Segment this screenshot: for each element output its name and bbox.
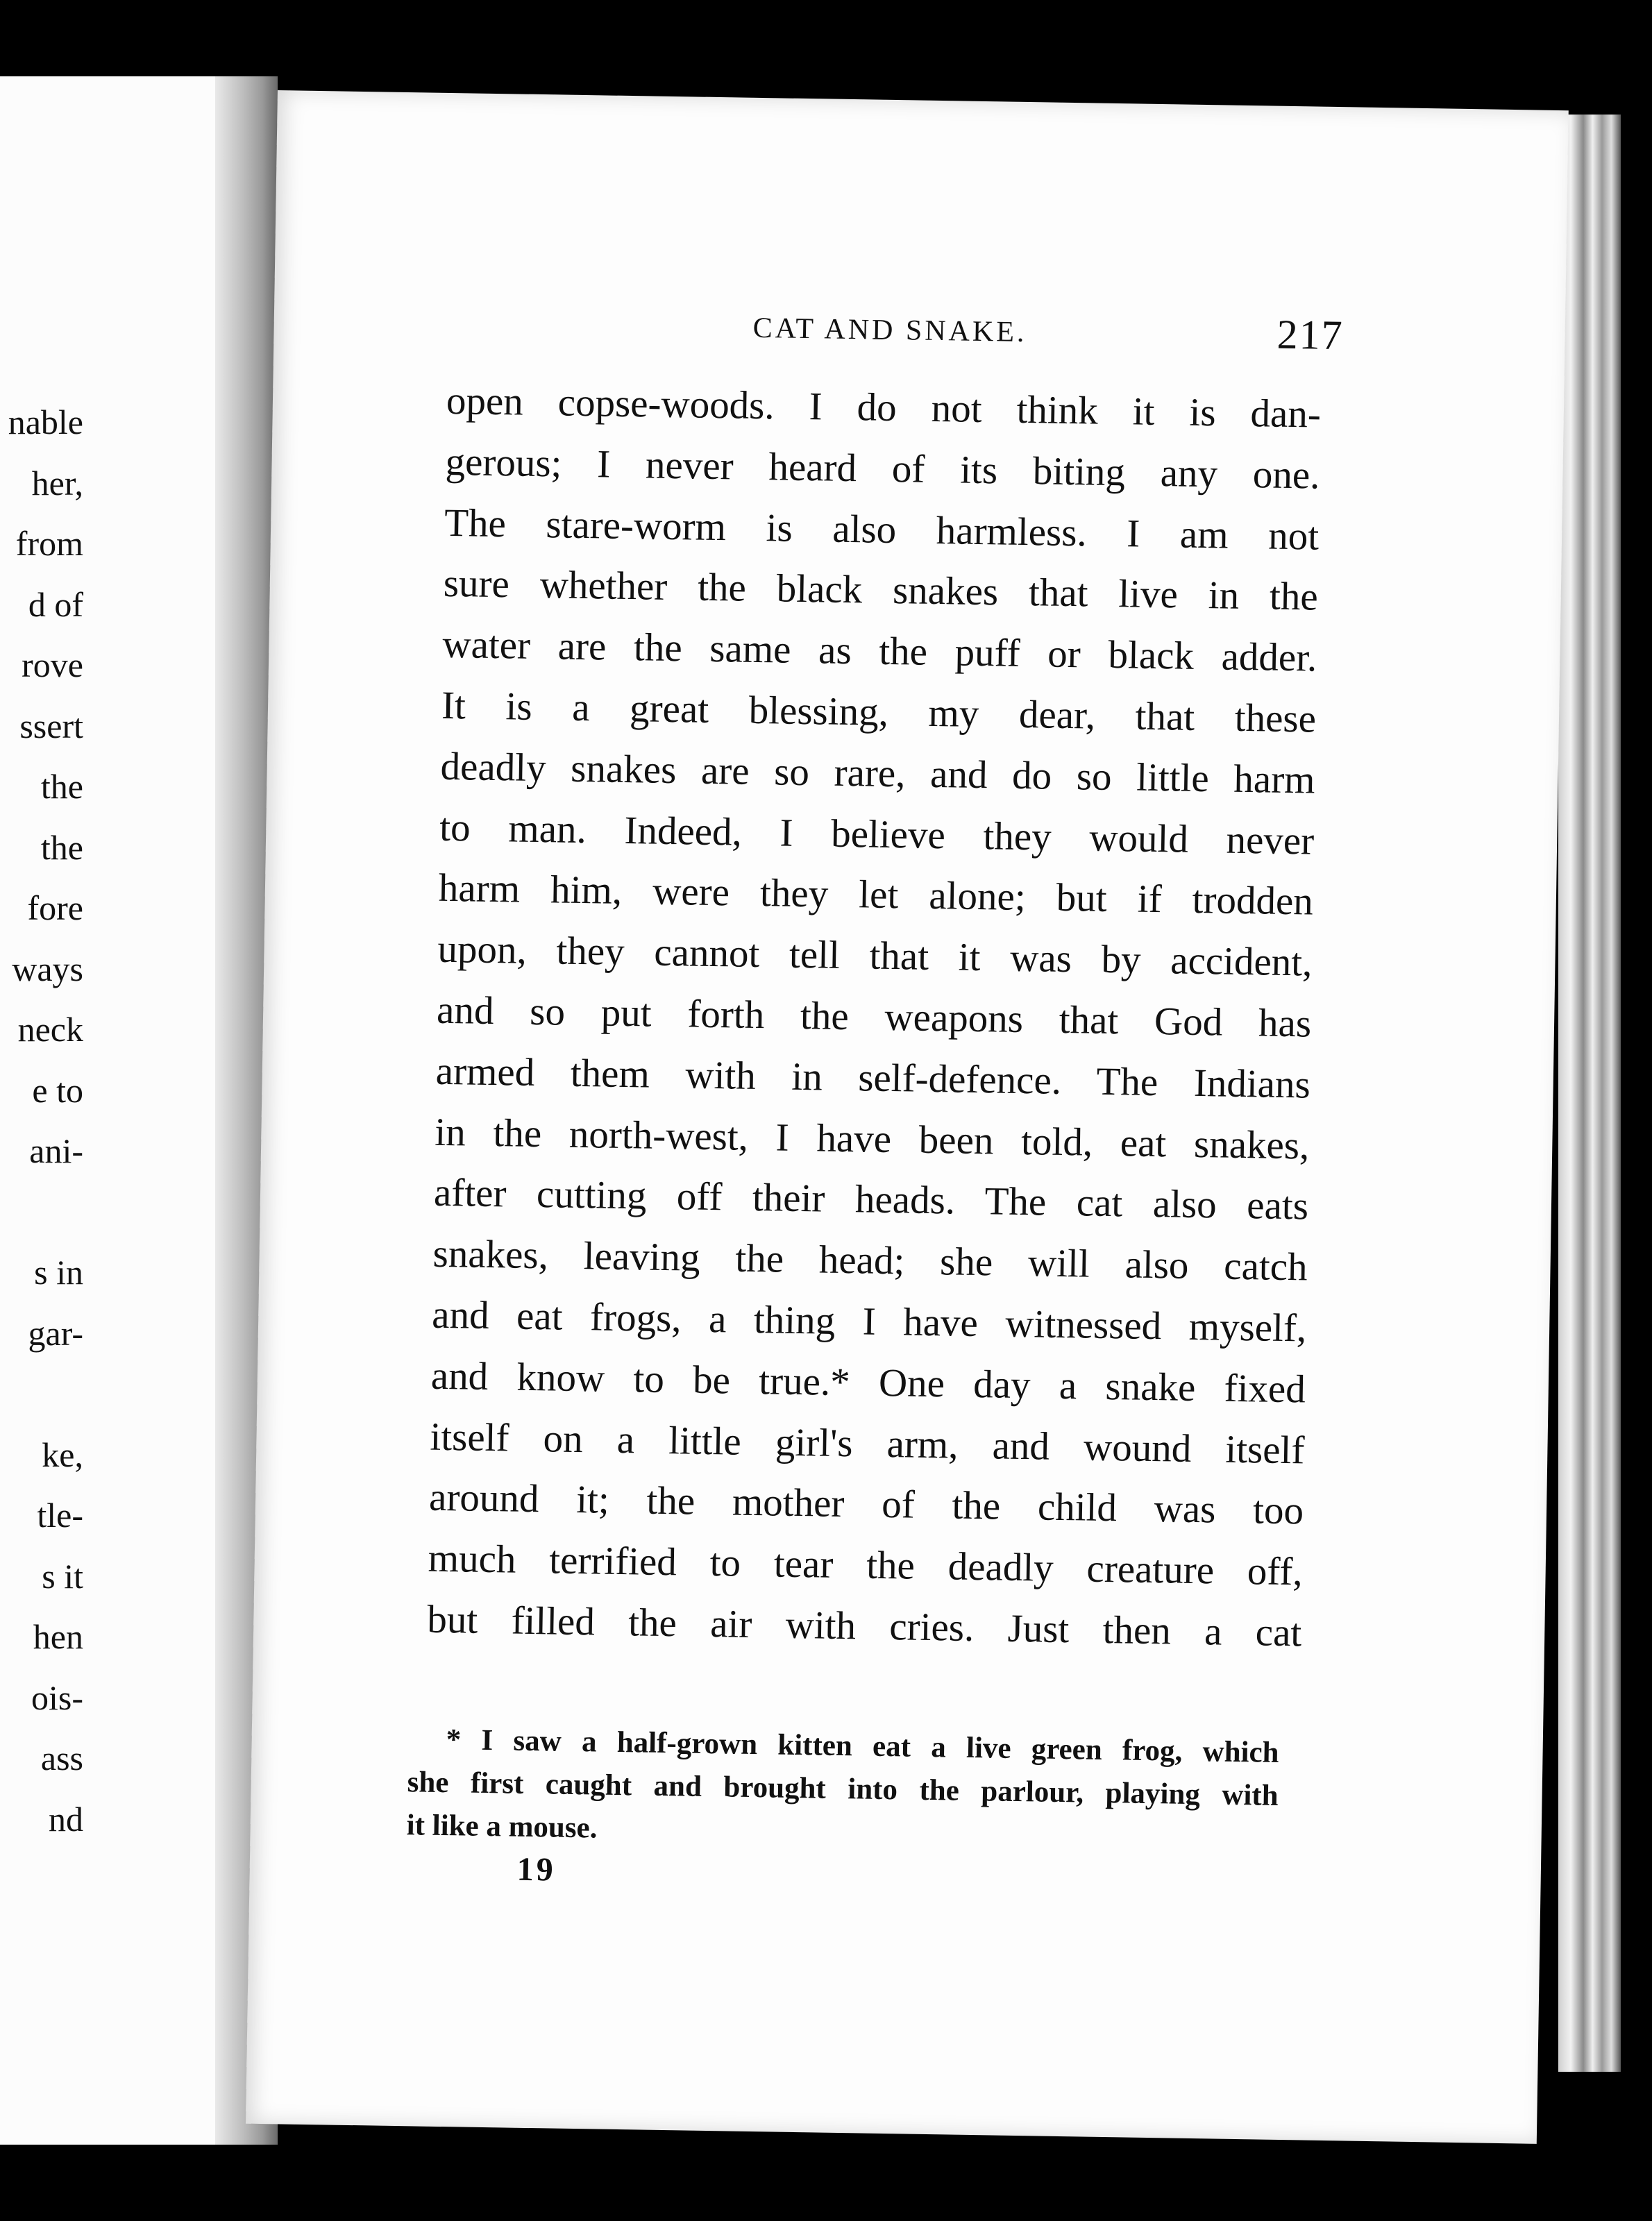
left-page-fragment: fore <box>27 888 83 927</box>
text-line: and eat frogs, a thing I have witnessed myself, <box>431 1292 1307 1351</box>
footnote-line: * I saw a half-grown kitten eat a live green frog, which <box>446 1723 1279 1769</box>
running-head: CAT AND SNAKE. <box>752 312 1027 348</box>
left-page-fragment: hen <box>33 1617 83 1656</box>
left-page-fragment: ass <box>40 1739 83 1777</box>
left-page-text-fragments <box>8 392 83 1850</box>
text-line: gerous; I never heard of its biting any one. <box>445 439 1320 498</box>
left-page-fragment: ssert <box>19 706 83 745</box>
text-line: and so put forth the weapons that God has <box>436 988 1312 1046</box>
text-line: in the north-west, I have been told, eat snakes, <box>434 1110 1310 1168</box>
left-page-fragment: e to <box>32 1070 83 1110</box>
left-page-fragment: s in <box>34 1253 83 1292</box>
left-page-fragment: gar- <box>28 1313 83 1353</box>
text-line: to man. Indeed, I believe they would never <box>439 805 1315 863</box>
signature-mark: 19 <box>516 1850 557 1889</box>
text-line: armed them with in self-defence. The Indians <box>435 1049 1311 1107</box>
left-page-fragment: from <box>15 524 83 563</box>
text-line: after cutting off their heads. The cat also eats <box>433 1171 1309 1228</box>
text-line: itself on a little girl's arm, and wound itself <box>430 1414 1305 1473</box>
text-line: open copse-woods. I do not think it is dan- <box>446 378 1322 437</box>
left-page-fragment: ois- <box>31 1678 83 1717</box>
left-page-fragment: rove <box>22 645 83 684</box>
footnote <box>406 1718 1279 1861</box>
left-page-fragment: nable <box>8 403 83 441</box>
text-line: sure whether the black snakes that live in the <box>443 561 1319 620</box>
left-page-fragment: the <box>40 827 83 867</box>
left-page-fragment: ke, <box>42 1435 83 1474</box>
text-line: around it; the mother of the child was too <box>428 1476 1304 1533</box>
text-line: water are the same as the puff or black adder. <box>441 623 1317 680</box>
text-line: but filled the air with cries. Just then a cat <box>426 1597 1302 1655</box>
page-edge-stack <box>1558 115 1621 2072</box>
body-text <box>427 371 1322 1664</box>
footnote-line: she first caught and brought into the parlour, playing with <box>407 1766 1279 1812</box>
left-page-fragment: d of <box>28 584 83 624</box>
text-line: harm him, were they let alone; but if trodden <box>438 866 1314 924</box>
text-line: It is a great blessing, my dear, that these <box>441 683 1317 741</box>
left-page-fragment: tle- <box>37 1496 83 1535</box>
text-line: The stare-worm is also harmless. I am not <box>444 500 1320 559</box>
left-page-fragment: neck <box>17 1010 83 1049</box>
left-page-fragment: nd <box>49 1799 83 1839</box>
text-line: much terrified to tear the deadly creature off, <box>428 1536 1304 1594</box>
left-page-fragment: s it <box>42 1556 83 1596</box>
book-page <box>246 90 1569 2144</box>
left-page-fragment: ways <box>12 949 83 988</box>
left-page-fragment <box>8 1182 83 1243</box>
left-page-fragment: her, <box>31 463 83 503</box>
footnote-line: it like a mouse. <box>406 1809 598 1845</box>
text-line: upon, they cannot tell that it was by accident, <box>437 927 1313 985</box>
text-line: deadly snakes are so rare, and do so little harm <box>440 744 1316 802</box>
page-number: 217 <box>1276 311 1345 359</box>
text-line: snakes, leaving the head; she will also catch <box>432 1231 1308 1290</box>
left-page-fragment <box>8 1364 83 1425</box>
text-line: and know to be true.* One day a snake fixed <box>430 1353 1306 1412</box>
left-page-fragment: ani- <box>29 1131 83 1170</box>
left-page-fragment: the <box>40 767 83 806</box>
